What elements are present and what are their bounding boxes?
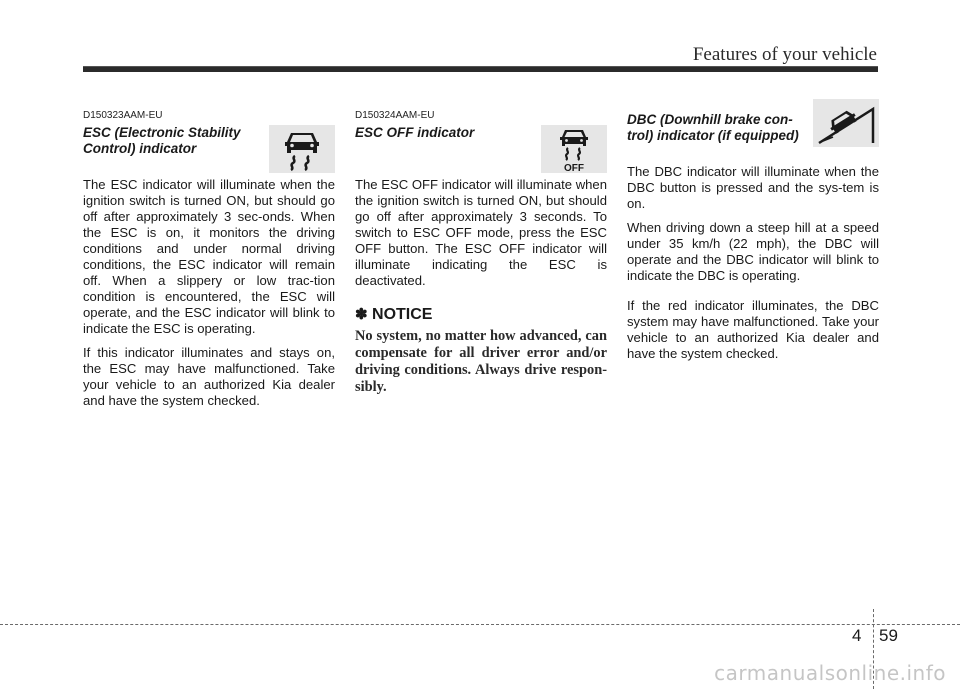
page-number: 59 bbox=[879, 626, 898, 645]
section-code: D150323AAM-EU bbox=[83, 110, 163, 121]
section-dbc bbox=[627, 110, 879, 370]
section-heading-row bbox=[83, 125, 335, 177]
section-title: ESC OFF indicator bbox=[355, 125, 475, 140]
body-paragraph: If the red indicator illuminates, the DBC system may have malfunctioned. Take your vehicle to an authorized Kia dealer and have the system checked. bbox=[627, 298, 879, 361]
section-heading-row bbox=[627, 112, 879, 164]
body-paragraph: The DBC indicator will illuminate when the DBC button is pressed and the sys-tem is on. bbox=[627, 164, 879, 211]
body-paragraph: If this indicator illuminates and stays on, the ESC may have malfunctioned. Take your vehicle to an authorized Kia dealer and have the system checked. bbox=[83, 345, 335, 408]
notice-star-icon: ✽ bbox=[355, 306, 368, 323]
section-esc-off bbox=[355, 110, 607, 396]
body-paragraph: When driving down a steep hill at a speed under 35 km/h (22 mph), the DBC will operate and the DBC indicator will blink to indicate the DBC is operating. bbox=[627, 220, 879, 283]
notice-title: NOTICE bbox=[372, 306, 433, 323]
watermark: carmanualsonline.info bbox=[714, 661, 946, 685]
page-header-title: Features of your vehicle bbox=[692, 44, 877, 65]
body-paragraph: The ESC indicator will illuminate when the ignition switch is turned ON, but should go off after approximately 3 sec-onds. When the ESC is on, it monitors the driving conditions and under normal driving conditions, the ESC indicator will remain off. When a slippery or low trac-tion condition is encountered, the ESC will operate, and the ESC indicator will blink to indicate the ESC is operating. bbox=[83, 177, 335, 336]
notice-text: No system, no matter how advanced, can compensate for all driver error and/or driving conditions. Always drive respon-sibly. bbox=[355, 328, 607, 395]
chapter-number: 4 bbox=[852, 626, 862, 645]
dbc-indicator-icon bbox=[813, 99, 879, 147]
section-esc bbox=[83, 110, 335, 417]
body-paragraph: The ESC OFF indicator will illuminate when the ignition switch is turned ON, but should go off after approximately 3 seconds. To switch to ESC OFF mode, press the ESC OFF button. The ESC OFF indicator will illuminate indicating the ESC is deactivated. bbox=[355, 177, 607, 288]
section-code: D150324AAM-EU bbox=[355, 110, 435, 121]
section-title: ESC (Electronic Stability Control) indicator bbox=[83, 125, 241, 156]
section-heading-row bbox=[355, 125, 607, 177]
footer-rule bbox=[0, 624, 960, 625]
notice-heading bbox=[355, 305, 607, 324]
esc-off-indicator-icon bbox=[541, 125, 607, 173]
section-title: DBC (Downhill brake con-trol) indicator (if equipped) bbox=[627, 112, 799, 143]
header-rule bbox=[83, 67, 878, 72]
esc-indicator-icon bbox=[269, 125, 335, 173]
esc-off-icon-label: OFF bbox=[564, 163, 584, 173]
